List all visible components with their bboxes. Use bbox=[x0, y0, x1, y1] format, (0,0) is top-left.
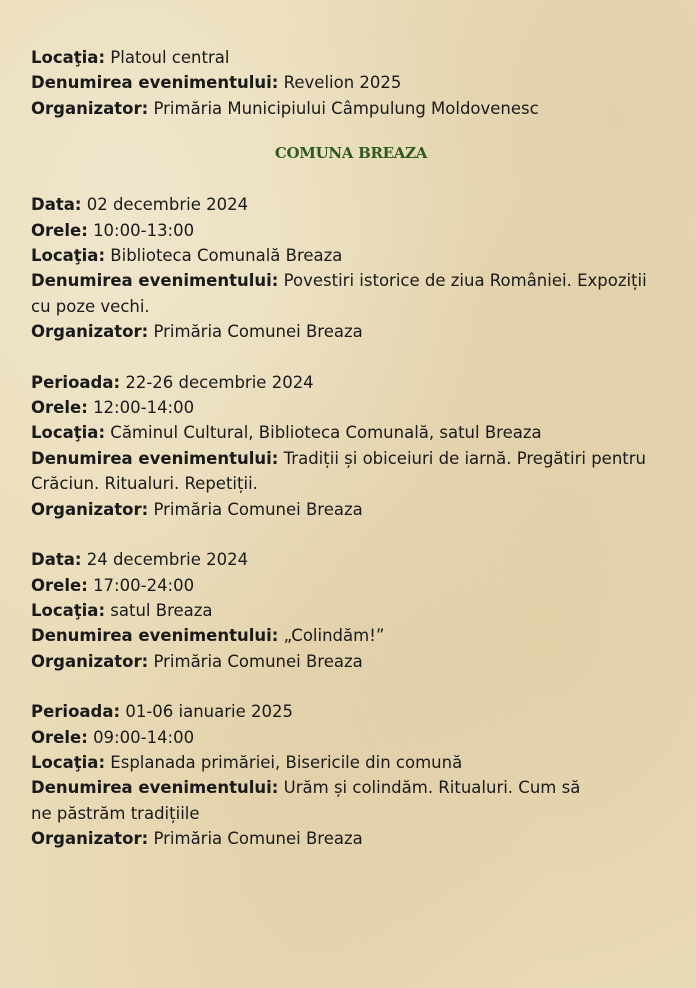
date-value: 24 decembrie 2024 bbox=[86, 550, 249, 570]
event-name-line bbox=[31, 70, 671, 95]
event-name-value: Urăm și colindăm. Ritualuri. Cum să ne păstrăm tradițiile bbox=[31, 778, 581, 823]
hours-value: 12:00-14:00 bbox=[93, 398, 195, 418]
location-label: Locaţia: bbox=[31, 48, 106, 67]
organizer-line bbox=[31, 649, 671, 674]
date-value: 22-26 decembrie 2024 bbox=[125, 372, 314, 392]
section-heading: COMUNA BREAZA bbox=[274, 144, 428, 163]
document-page bbox=[31, 45, 671, 877]
event-block bbox=[31, 192, 671, 344]
date-value: 01-06 ianuarie 2025 bbox=[125, 702, 294, 722]
location-label: Locaţia: bbox=[31, 423, 106, 443]
location-label: Locaţia: bbox=[31, 600, 106, 620]
hours-label: Orele: bbox=[31, 220, 88, 240]
event-block bbox=[31, 370, 671, 522]
hours-line bbox=[31, 218, 671, 243]
organizer-line bbox=[31, 497, 671, 522]
organizer-label: Organizator: bbox=[31, 98, 149, 118]
event-name-line bbox=[31, 775, 591, 826]
organizer-line bbox=[31, 96, 671, 121]
hours-line bbox=[31, 725, 671, 750]
hours-value: 10:00-13:00 bbox=[93, 220, 195, 240]
event-block bbox=[31, 699, 671, 851]
event-name-value: Tradiții și obiceiuri de iarnă. Pregătiri pentru Crăciun. Ritualuri. Repetiții. bbox=[31, 448, 646, 494]
event-block-revelion bbox=[31, 45, 671, 121]
organizer-value: Primăria Comunei Breaza bbox=[153, 829, 363, 849]
organizer-value: Primăria Municipiului Câmpulung Moldovenesc bbox=[153, 98, 539, 118]
date-label: Perioada: bbox=[31, 372, 121, 392]
location-line bbox=[31, 420, 671, 445]
organizer-label: Organizator: bbox=[31, 322, 149, 342]
location-value: Platoul central bbox=[110, 48, 230, 67]
location-line bbox=[31, 598, 671, 623]
location-value: Esplanada primăriei, Bisericile din comună bbox=[110, 752, 463, 772]
event-name-label: Denumirea evenimentului: bbox=[31, 626, 279, 646]
date-label: Perioada: bbox=[31, 702, 121, 722]
event-name-label: Denumirea evenimentului: bbox=[31, 448, 279, 468]
location-label: Locaţia: bbox=[31, 246, 106, 266]
event-name-line bbox=[31, 268, 656, 319]
location-line bbox=[31, 45, 671, 70]
date-value: 02 decembrie 2024 bbox=[86, 195, 249, 215]
hours-line bbox=[31, 395, 671, 420]
event-name-value: Povestiri istorice de ziua României. Expoziții cu poze vechi. bbox=[31, 271, 647, 316]
event-name-label: Denumirea evenimentului: bbox=[31, 73, 279, 93]
organizer-line bbox=[31, 826, 671, 851]
location-line bbox=[31, 750, 671, 775]
event-name-line bbox=[31, 623, 656, 648]
date-line bbox=[31, 370, 671, 395]
hours-value: 09:00-14:00 bbox=[93, 727, 195, 747]
date-label: Data: bbox=[31, 195, 82, 215]
hours-label: Orele: bbox=[31, 398, 88, 418]
event-name-value: Revelion 2025 bbox=[283, 73, 402, 93]
event-name-line bbox=[31, 446, 656, 497]
organizer-value: Primăria Comunei Breaza bbox=[153, 322, 363, 342]
date-label: Data: bbox=[31, 550, 82, 570]
location-value: Biblioteca Comunală Breaza bbox=[110, 246, 343, 266]
event-name-label: Denumirea evenimentului: bbox=[31, 271, 279, 291]
hours-value: 17:00-24:00 bbox=[93, 575, 195, 595]
date-line bbox=[31, 192, 671, 217]
location-line bbox=[31, 243, 671, 268]
event-name-label: Denumirea evenimentului: bbox=[31, 778, 279, 798]
location-label: Locaţia: bbox=[31, 752, 106, 772]
location-value: satul Breaza bbox=[110, 600, 213, 620]
hours-label: Orele: bbox=[31, 727, 88, 747]
organizer-value: Primăria Comunei Breaza bbox=[153, 651, 363, 671]
event-block bbox=[31, 547, 671, 674]
location-value: Căminul Cultural, Biblioteca Comunală, satul Breaza bbox=[110, 423, 542, 443]
organizer-line bbox=[31, 319, 671, 344]
date-line bbox=[31, 547, 671, 572]
organizer-value: Primăria Comunei Breaza bbox=[153, 499, 363, 519]
hours-line bbox=[31, 573, 671, 598]
organizer-label: Organizator: bbox=[31, 499, 149, 519]
event-name-value: „Colindăm!” bbox=[283, 626, 385, 646]
organizer-label: Organizator: bbox=[31, 651, 149, 671]
hours-label: Orele: bbox=[31, 575, 88, 595]
organizer-label: Organizator: bbox=[31, 829, 149, 849]
date-line bbox=[31, 699, 671, 724]
